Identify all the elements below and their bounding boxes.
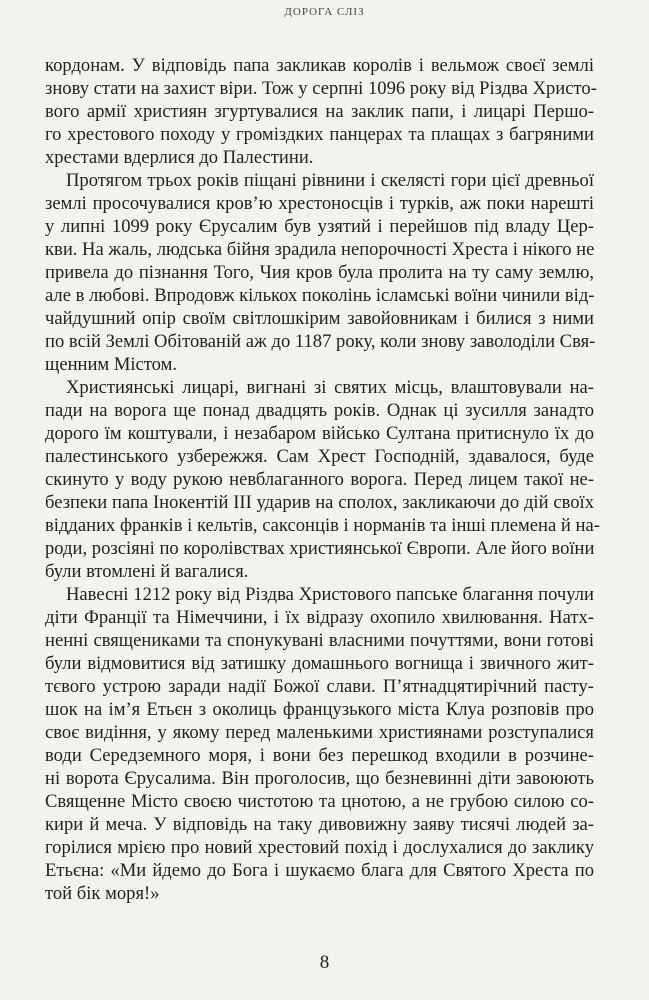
text-line: кви. На жаль, людська бійня зрадила непорочності Хреста і нікого не (45, 239, 595, 260)
text-line: роди, розсіяні по королівствах християнської Європи. Але його воїни (45, 538, 595, 559)
text-line: палестинського узбережжя. Сам Хрест Господній, здавалося, буде (45, 446, 594, 467)
page-number: 8 (319, 952, 330, 973)
text-line: Священне Місто своєю чистотою та цнотою, а не грубою силою со- (45, 791, 594, 812)
text-line: го хрестового походу у громіздких панцерах та плащах з багряними (45, 124, 594, 145)
text-line: по всій Землі Обітованій аж до 1187 року, коли знову заволоділи Свя- (45, 331, 596, 352)
text-line: але в любові. Впродовж кількох поколінь ісламські воїни чинили від- (45, 285, 595, 306)
text-line: Протягом трьох років піщані рівнини і скелясті гори цієї древньої (66, 170, 594, 191)
text-line: кири й меча. У відповідь на таку дивовижну заяву тисячі людей за- (45, 814, 594, 835)
text-line: пади на ворога ще понад двадцять років. Однак ці зусилля занадто (45, 400, 594, 421)
text-line: Етьєна: «Ми йдемо до Бога і шукаємо блага для Святого Хреста по (45, 860, 594, 881)
paragraph (45, 583, 594, 905)
text-line: щенним Містом. (45, 354, 178, 375)
text-line: скинуто у воду рукою невблаганного ворога. Перед лицем такої не- (45, 469, 594, 490)
text-line: тєвого устрою заради надії Божої слави. П’ятнадцятирічний пасту- (45, 676, 594, 697)
paragraph (45, 54, 597, 169)
text-line: кордонам. У відповідь папа закликав королів і вельмож своєї землі (45, 55, 594, 76)
text-line: води Середземного моря, і вони без перешкод входили в розчине- (45, 745, 594, 766)
paragraph (45, 169, 594, 376)
text-line: ні ворота Єрусалима. Він проголосив, що безневинні діти завоюють (45, 768, 594, 789)
text-line: безпеки папа Інокентій III ударив на сполох, закликаючи до дій своїх (45, 492, 594, 513)
text-line: своє видіння, у якому перед маленькими християнами розступалися (45, 722, 594, 743)
text-line: відданих франків і кельтів, саксонців і норманів та інші племена й на- (45, 515, 600, 536)
text-line: були втомлені й вагалися. (45, 561, 249, 582)
text-line: Християнські лицарі, вигнані зі святих місць, влаштовували на- (66, 377, 594, 398)
body-text (45, 54, 600, 905)
text-line: вого армії християн згуртувалися на заклик папи, і лицарі Першо- (45, 101, 594, 122)
text-line: ненні священиками та спонукувані власними почуттями, вони готові (45, 630, 594, 651)
text-line: землі просочувалися кров’ю хрестоносців і турків, аж поки нарешті (45, 193, 594, 214)
text-line: дорого їм коштували, і незабаром військо Султана притиснуло їх до (45, 423, 594, 444)
text-line: привела до пізнання Того, Чия кров була пролита на ту саму землю, (45, 262, 594, 283)
text-line: знову стати на захист віри. Тож у серпні 1096 року від Різдва Христо- (45, 78, 597, 99)
text-line: чайдушний опір своїм світлошкірим завойовникам і билися з ними (45, 308, 594, 329)
text-line: той бік моря!» (45, 883, 160, 904)
text-line: у липні 1099 року Єрусалим був узятий і перейшов під владу Цер- (45, 216, 594, 237)
text-line: були відмовитися від затишку домашнього вогнища і звичного жит- (45, 653, 594, 674)
text-line: горілися мрією про новий хрестовий похід і дослухалися до заклику (45, 837, 594, 858)
running-title: ДОРОГА СЛІЗ (284, 6, 365, 18)
text-line: хрестами вдерлися до Палестини. (45, 147, 314, 168)
text-line: діти Франції та Німеччини, і їх відразу охопило хвилювання. Натх- (45, 607, 594, 628)
paragraph (45, 376, 600, 583)
text-line: шок на ім’я Етьєн з околиць французького міста Клуа розповів про (45, 699, 594, 720)
text-line: Навесні 1212 року від Різдва Христового папське благання почули (66, 584, 594, 605)
